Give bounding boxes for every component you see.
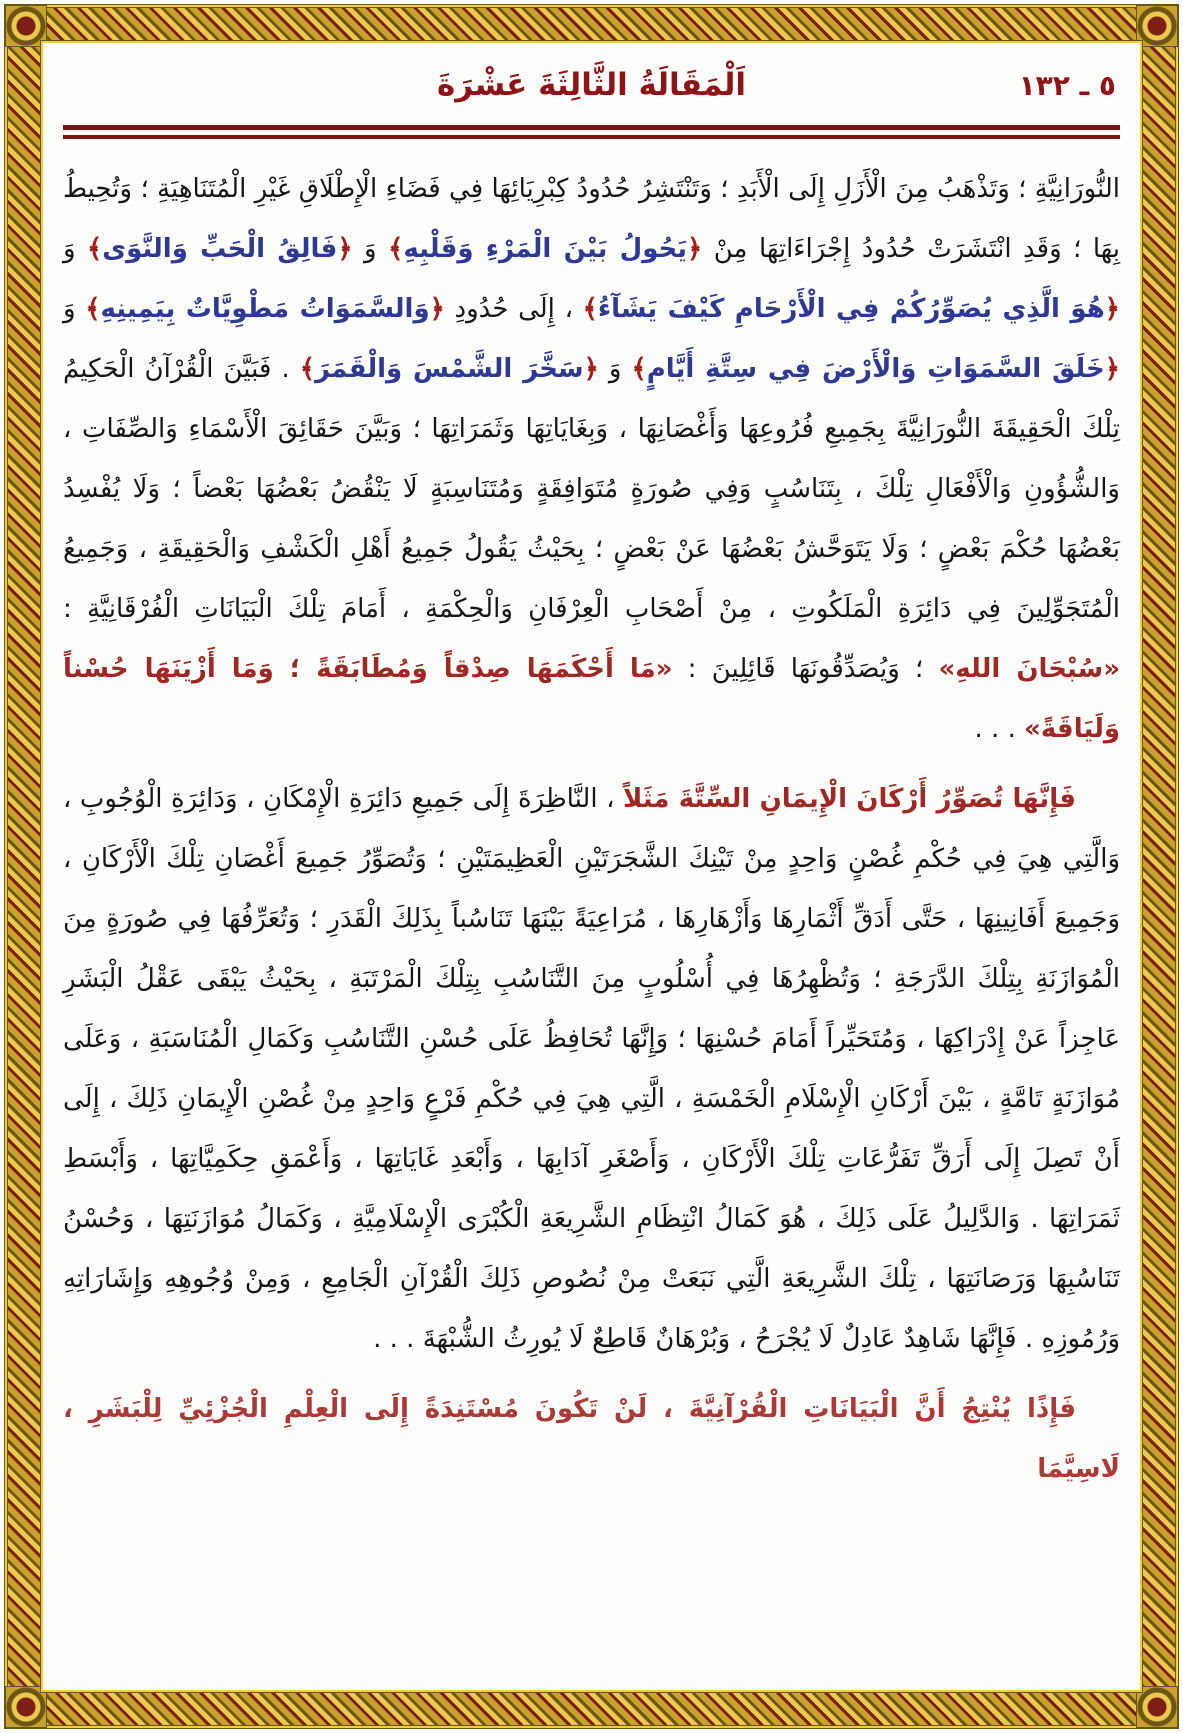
body-text-run: وَ xyxy=(63,234,88,264)
quran-open-bracket-icon: ﴿ xyxy=(583,354,599,384)
body-text-run: وَ xyxy=(352,234,389,264)
red-emphasis-text: «سُبْحَانَ اللهِ» xyxy=(938,654,1121,684)
body-text-run: وَ xyxy=(63,294,86,324)
quran-quote: خَلَقَ السَّمَوَاتِ وَالْأَرْضَ فِي سِتَّةِ أَيَّامٍ xyxy=(646,354,1105,384)
quran-open-bracket-icon: ﴿ xyxy=(1104,354,1120,384)
quran-quote: سَخَّرَ الشَّمْسَ وَالْقَمَرَ xyxy=(315,354,584,384)
quran-quote: وَالسَّمَوَاتُ مَطْوِيَّاتٌ بِيَمِينِهِ xyxy=(100,294,430,324)
paragraph-1 xyxy=(63,159,1120,759)
closing-emphasis-text: فَإِذًا يُنْتِجُ أَنَّ الْبَيَانَاتِ الْقُرْآنِيَّةَ ، لَنْ تَكُونَ مُسْتَنِدَةً إِلَى الْعِلْمِ الْجُزْئِيِّ لِلْبَشَرِ ، لَاسِيَّمَا xyxy=(63,1394,1120,1484)
body-text-run: النُّورَانِيَّةِ ؛ وَتَذْهَبُ مِنَ الْأَزَلِ إِلَى الْأَبَدِ ؛ وَتَنْتَشِرُ حُدُودُ كِبْرِيَائِهَا فِي فَضَاءِ الْإِطْلَاقِ غَيْرِ الْمُتَنَاهِيَةِ ؛ وَتُحِيطُ بِهَا ؛ وَقَدِ انْتَشَرَتْ حُدُودُ إِجْرَاءَاتِهَا مِنْ xyxy=(63,174,1121,264)
quran-quote: فَالِقُ الْحَبِّ وَالنَّوَى xyxy=(102,234,338,264)
quran-close-bracket-icon: ﴾ xyxy=(388,234,404,264)
body-text xyxy=(63,159,1120,1499)
paragraph-3 xyxy=(63,1379,1120,1499)
quran-open-bracket-icon: ﴿ xyxy=(429,294,445,324)
page-title: اَلْمَقَالَةُ الثَّالِثَةَ عَشْرَةَ xyxy=(437,67,746,103)
body-text-run: ، النَّاظِرَةَ إِلَى جَمِيعِ دَائِرَةِ الْإِمْكَانِ ، وَدَائِرَةِ الْوُجُوبِ ، وَالَّتِي هِيَ فِي حُكْمِ غُصْنٍ وَاحِدٍ مِنْ تَيْنِكَ الشَّجَرَتَيْنِ الْعَظِيمَتَيْنِ ؛ وَتُصَوِّرُ جَمِيعَ أَغْصَانِ تِلْكَ الْأَرْكَانِ ، وَجَمِيعَ أَفَانِينِهَا ، حَتَّى أَدَقِّ أَثْمَارِهَا وَأَزْهَارِهَا ، مُرَاعِيَةً بَيْنَهَا تَنَاسُباً بِذَلِكَ الْقَدَرِ ؛ وَتُعَرِّفُهَا فِي صُورَةٍ مِنَ الْمُوَازَنَةِ بِتِلْكَ الدَّرَجَةِ ؛ وَتُظْهِرُهَا فِي أُسْلُوبٍ مِنَ التَّنَاسُبِ بِتِلْكَ الْمَرْتَبَةِ ، بِحَيْثُ يَبْقَى عَقْلُ الْبَشَرِ عَاجِزاً عَنْ إِدْرَاكِهَا ، وَمُتَحَيِّراً أَمَامَ حُسْنِهَا ؛ وَإِنَّهَا تُحَافِظُ عَلَى حُسْنِ التَّنَاسُبِ وَكَمَالِ الْمُنَاسَبَةِ ، وَعَلَى مُوَازَنَةٍ تَامَّةٍ ، بَيْنَ أَرْكَانِ الْإِسْلَامِ الْخَمْسَةِ ، الَّتِي هِيَ فِي حُكْمِ فَرْعٍ وَاحِدٍ مِنْ غُصْنِ الْإِيمَانِ ذَلِكَ ، إِلَى أَنْ تَصِلَ إِلَى أَرَقِّ تَفَرُّعَاتِ تِلْكَ الْأَرْكَانِ ، وَأَصْغَرِ آدَابِهَا ، وَأَبْعَدِ غَايَاتِهَا ، وَأَعْمَقِ حِكَمِيَّاتِهَا ، وَأَبْسَطِ ثَمَرَاتِهَا . وَالدَّلِيلُ عَلَى ذَلِكَ ، هُوَ كَمَالُ انْتِظَامِ الشَّرِيعَةِ الْكُبْرَى الْإِسْلَامِيَّةِ ، وَكَمَالُ مُوَازَنَتِهَا ، وَحُسْنُ تَنَاسُبِهَا وَرَصَانَتِهَا ، تِلْكَ الشَّرِيعَةِ الَّتِي نَبَعَتْ مِنْ نُصُوصِ ذَلِكَ الْقُرْآنِ الْجَامِعِ ، وَمِنْ وُجُوهِهِ وَإِشَارَاتِهِ وَرُمُوزِهِ . فَإِنَّهَا شَاهِدٌ عَادِلٌ لَا يُجْرَحُ ، وَبُرْهَانٌ قَاطِعٌ لَا يُورِثُ الشُّبْهَةَ . . . xyxy=(63,784,1120,1354)
body-text-run: ؛ وَيُصَدِّقُونَهَا قَائِلِينَ : xyxy=(672,654,939,684)
quran-open-bracket-icon: ﴿ xyxy=(687,234,703,264)
paragraph-2 xyxy=(63,769,1120,1369)
header-divider xyxy=(63,125,1120,139)
quran-close-bracket-icon: ﴾ xyxy=(85,294,101,324)
quran-open-bracket-icon: ﴿ xyxy=(1104,294,1120,324)
body-text-run: ، إِلَى حُدُودِ xyxy=(444,294,583,324)
border-corner-ornament xyxy=(1136,1686,1178,1728)
border-corner-ornament xyxy=(5,1686,47,1728)
quran-close-bracket-icon: ﴾ xyxy=(582,294,598,324)
quran-close-bracket-icon: ﴾ xyxy=(631,354,647,384)
body-text-run: . فَبَيَّنَ الْقُرْآنُ الْحَكِيمُ تِلْكَ الْحَقِيقَةَ النُّورَانِيَّةَ بِجَمِيعِ فُرُوعِهَا وَأَغْصَانِهَا ، وَبِغَايَاتِهَا وَثَمَرَاتِهَا ؛ وَبَيَّنَ حَقَائِقَ الْأَسْمَاءِ وَالصِّفَاتِ ، وَالشُّؤُونِ وَالْأَفْعَالِ تِلْكَ ، بِتَنَاسُبٍ وَفِي صُورَةٍ مُتَوَافِقَةٍ وَمُتَنَاسِبَةٍ لَا يَنْقُضُ بَعْضُهَا بَعْضاً ؛ وَلَا يُفْسِدُ بَعْضُهَا حُكْمَ بَعْضٍ ؛ وَلَا يَتَوَحَّشُ بَعْضُهَا عَنْ بَعْضٍ ؛ بِحَيْثُ يَقُولُ جَمِيعُ أَهْلِ الْكَشْفِ وَالْحَقِيقَةِ ، وَجَمِيعُ الْمُتَجَوِّلِينَ فِي دَائِرَةِ الْمَلَكُوتِ ، مِنْ أَصْحَابِ الْعِرْفَانِ وَالْحِكْمَةِ ، أَمَامَ تِلْكَ الْبَيَانَاتِ الْفُرْقَانِيَّةِ : xyxy=(63,354,1120,624)
quran-quote: هُوَ الَّذِي يُصَوِّرُكُمْ فِي الْأَرْحَامِ كَيْفَ يَشَآءُ xyxy=(597,294,1105,324)
border-corner-ornament xyxy=(1136,5,1178,47)
red-emphasis-text: «مَا أَحْكَمَهَا صِدْقاً وَمُطَابَقَةً ؛ وَمَا أَزْيَنَهَا حُسْناً وَلَيَاقَةً» xyxy=(63,654,1120,744)
quran-quote: يَحُولُ بَيْنَ الْمَرْءِ وَقَلْبِهِ xyxy=(403,234,688,264)
quran-open-bracket-icon: ﴿ xyxy=(337,234,353,264)
body-text-run: . . . xyxy=(974,714,1025,744)
page-header xyxy=(63,67,1120,119)
page-number: ١٣٢ ـ ٥ xyxy=(1018,69,1116,102)
red-emphasis-text: فَإِنَّهَا تُصَوِّرُ أَرْكَانَ الْإِيمَانِ السِّتَّةَ مَثَلاً xyxy=(623,784,1076,814)
quran-close-bracket-icon: ﴾ xyxy=(87,234,103,264)
page-content xyxy=(41,41,1142,1692)
body-text-run: وَ xyxy=(598,354,632,384)
quran-close-bracket-icon: ﴾ xyxy=(299,354,315,384)
